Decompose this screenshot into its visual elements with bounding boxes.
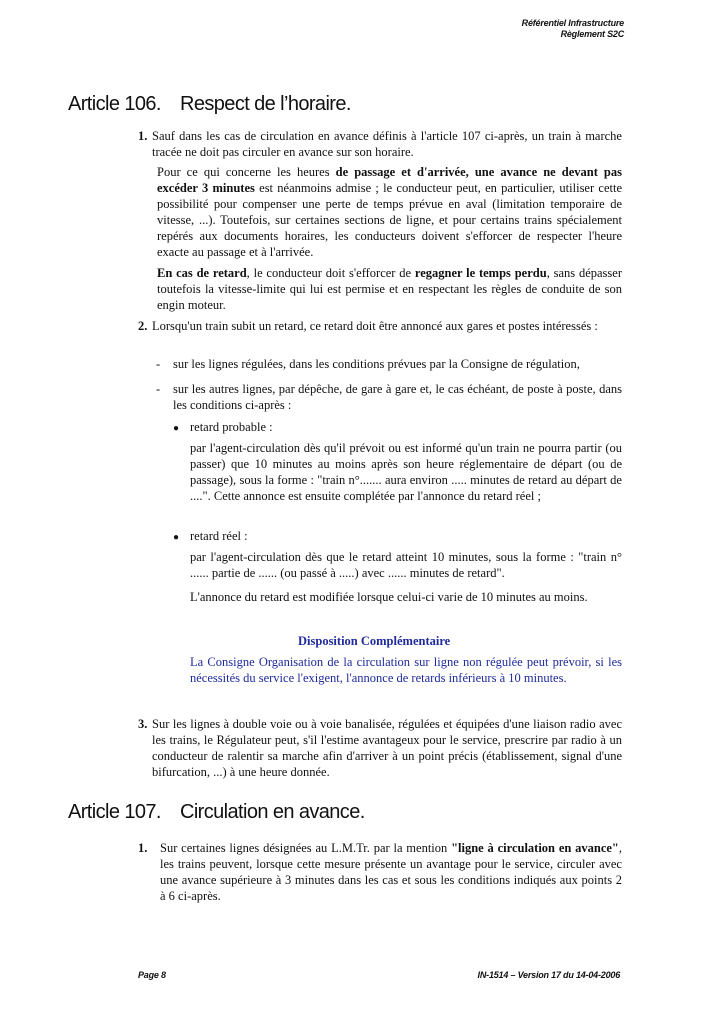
item-number: 1. bbox=[138, 841, 148, 855]
footer-version: IN-1514 – Version 17 du 14-04-2006 bbox=[477, 970, 620, 980]
article-106-item-1-paragraph-2 bbox=[157, 164, 622, 260]
header-line-1: Référentiel Infrastructure bbox=[521, 18, 624, 28]
article-106-item-2-dash-2: sur les autres lignes, par dépêche, de gare à gare et, le cas échéant, de poste à poste, dans les conditions ci-après : bbox=[173, 382, 622, 412]
article-106-item-3-text: Sur les lignes à double voie ou à voie banalisée, régulées et équipées d'une liaison radio avec les trains, le Régulateur peut, s'il l'estime avantageux pour le service, prescrire par radio à un conducteur de ralentir sa marche afin d'arriver à un point précis (établissement, signal d'une bifurcation, ...) à une heure donnée. bbox=[152, 717, 622, 779]
bullet-1-title: retard probable : bbox=[190, 420, 273, 434]
bullet-icon: ● bbox=[173, 532, 180, 543]
dash-marker: - bbox=[156, 382, 161, 396]
text-run: Pour ce qui concerne les heures bbox=[157, 165, 336, 179]
bullet-2-note: L'annonce du retard est modifiée lorsque celui-ci varie de 10 minutes au moins. bbox=[190, 590, 588, 604]
bold-text-run: de passage et d'arrivée, une avance ne devant pas excéder 3 minutes bbox=[157, 165, 622, 195]
text-run: , les trains peuvent, lorsque cette mesure présente un avantage pour le service, circuler avec une avance supérieure à 3 minutes dans les cas et sous les conditions indiqués aux points 2 à 6 ci-après. bbox=[160, 841, 622, 903]
text-run: , sans dépasser toutefois la vitesse-limite qui lui est permise et en respectant les règles de conduite de son engin moteur. bbox=[157, 266, 622, 312]
bullet-1-text: par l'agent-circulation dès qu'il prévoit ou est informé qu'un train ne pourra partir (ou passer) que 10 minutes au moins après son heure réglementaire de départ (ou de passage), sous la forme : "train n°....... aura environ ..... minutes de retard au départ de ....". Cette annonce est ensuite complétée par l'annonce du retard réel ; bbox=[190, 441, 622, 503]
item-number: 1. bbox=[138, 129, 148, 143]
article-107-number: Article 107. bbox=[68, 801, 161, 823]
article-107-heading bbox=[68, 800, 365, 824]
article-107-title: Circulation en avance. bbox=[180, 801, 365, 823]
header-line-2: Règlement S2C bbox=[560, 29, 624, 39]
article-106-item-2-dash-1: sur les lignes régulées, dans les conditions prévues par la Consigne de régulation, bbox=[173, 357, 580, 371]
bullet-2-text: par l'agent-circulation dès que le retard atteint 10 minutes, sous la forme : "train n° ...... partie de ...... (ou passé à .....) avec ...... minutes de retard". bbox=[190, 550, 622, 580]
item-number: 2. bbox=[138, 319, 148, 333]
text-run: est néanmoins admise ; le conducteur peut, en particulier, utiliser cette possibilité pour compenser une perte de temps prévue en aval (limitation temporaire de vitesse, ...). Toutefois, sur certaines sections de ligne, et pour certains trains spécialement repérés aux documents horaires, les conducteurs doivent s'efforcer de respecter l'heure exacte au passage et à l'arrivée. bbox=[157, 181, 622, 259]
bullet-icon: ● bbox=[173, 423, 180, 434]
running-header bbox=[522, 18, 624, 40]
text-run: , le conducteur doit s'efforcer de bbox=[246, 266, 415, 280]
disposition-text: La Consigne Organisation de la circulation sur ligne non régulée peut prévoir, si les nécessités du service l'exigent, l'annonce de retards inférieurs à 10 minutes. bbox=[190, 655, 622, 685]
article-106-heading bbox=[68, 92, 351, 116]
article-106-number: Article 106. bbox=[68, 93, 161, 115]
article-106-item-2-text: Lorsqu'un train subit un retard, ce retard doit être annoncé aux gares et postes intéressés : bbox=[152, 319, 598, 333]
bold-text-run: "ligne à circulation en avance" bbox=[451, 841, 619, 855]
article-106-title: Respect de l’horaire. bbox=[180, 93, 351, 115]
item-number: 3. bbox=[138, 717, 148, 731]
bold-text-run: regagner le temps perdu bbox=[414, 266, 547, 280]
dash-marker: - bbox=[156, 357, 161, 371]
article-107-item-1-text bbox=[160, 840, 622, 904]
bullet-2-title: retard réel : bbox=[190, 529, 248, 543]
bold-text-run: En cas de retard bbox=[157, 266, 247, 280]
article-106-item-1-paragraph-3 bbox=[157, 265, 622, 313]
disposition-title: Disposition Complémentaire bbox=[298, 634, 451, 648]
text-run: Sur certaines lignes désignées au L.M.Tr. par la mention bbox=[160, 841, 452, 855]
footer-page-number: Page 8 bbox=[138, 970, 166, 980]
article-106-item-1-text: Sauf dans les cas de circulation en avance définis à l'article 107 ci-après, un train à marche tracée ne doit pas circuler en avance sur son horaire. bbox=[152, 129, 622, 159]
